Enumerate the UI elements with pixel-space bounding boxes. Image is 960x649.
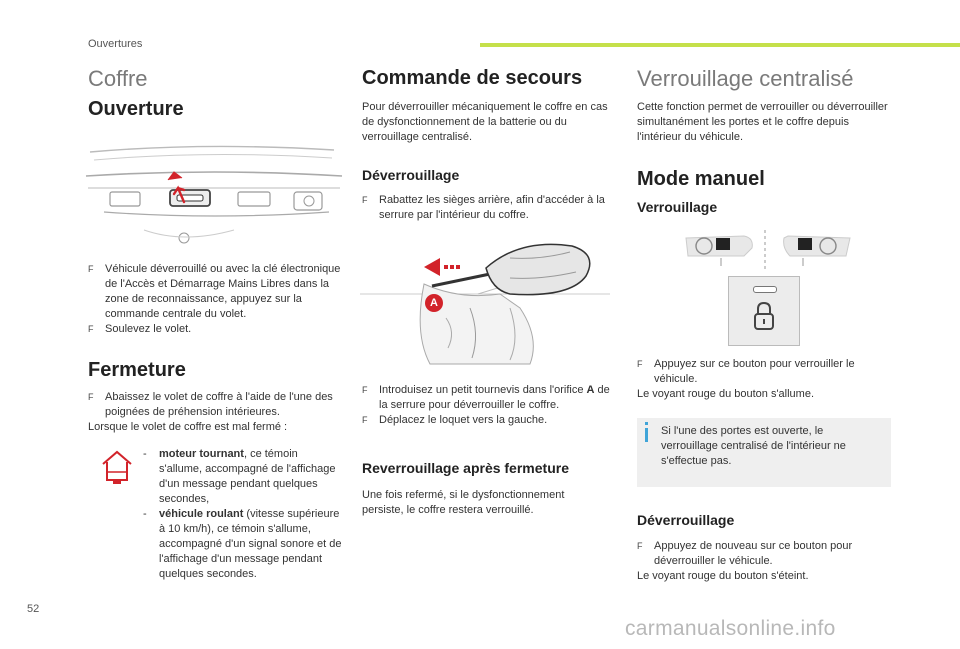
- central-lock-button: [728, 276, 800, 346]
- callout-a-badge: A: [425, 294, 443, 312]
- step-verrouiller: F Appuyez sur ce bouton pour verrouiller le véhicule.: [637, 357, 892, 387]
- step-deplacez: F Déplacez le loquet vers la gauche.: [362, 413, 620, 428]
- info-icon-dot: [645, 422, 648, 425]
- heading-deverrouillage: Déverrouillage: [637, 512, 735, 528]
- heading-fermeture: Fermeture: [88, 359, 186, 381]
- padlock-icon: [753, 301, 775, 331]
- secours-intro: Pour déverrouiller mécaniquement le coffre en cas de dysfonctionnement de la batterie ou du verrouillage centralisé.: [362, 101, 608, 143]
- deverrouillage-voyant-off: Le voyant rouge du bouton s'éteint.: [637, 570, 809, 582]
- verrouillage-intro: Cette fonction permet de verrouiller ou déverrouiller simultanément les portes et le coffre depuis l'intérieur du véhicule.: [637, 101, 888, 143]
- condition-moteur-tournant: - moteur tournant, ce témoin s'allume, accompagné de l'affichage d'un message pendant quelques secondes,: [143, 448, 336, 505]
- trunk-open-warning-icon: [99, 446, 135, 488]
- heading-verrouillage-centralise: Verrouillage centralisé: [637, 66, 854, 91]
- accent-bar: [480, 43, 960, 47]
- step-ouverture-1: F Véhicule déverrouillé ou avec la clé électronique de l'Accès et Démarrage Mains Libres dans la zone de reconnaissance, appuyez sur la commande centrale du volet.: [88, 262, 343, 322]
- tailgate-handle-illustration: [84, 140, 344, 252]
- info-note-box: [637, 418, 891, 487]
- dashboard-lock-button-location-diagram: [684, 228, 854, 272]
- reverrouillage-text: Une fois refermé, si le dysfonctionnement persiste, le coffre restera verrouillé.: [362, 489, 565, 516]
- verrouillage-voyant-on: Le voyant rouge du bouton s'allume.: [637, 388, 814, 400]
- step-rabattez: F Rabattez les sièges arrière, afin d'accéder à la serrure par l'intérieur du coffre.: [362, 193, 617, 223]
- step-deverrouiller: F Appuyez de nouveau sur ce bouton pour déverrouiller le véhicule.: [637, 539, 892, 569]
- lock-indicator-light: [753, 286, 777, 293]
- condition-vehicule-roulant: - véhicule roulant (vitesse supérieure à 10 km/h), ce témoin s'allume, accompagné d'un signal sonore et de l'affichage d'un message pendant quelques secondes.: [143, 508, 342, 580]
- emergency-lock-illustration: [360, 238, 618, 368]
- fermeture-note: Lorsque le volet de coffre est mal fermé :: [88, 421, 288, 433]
- info-icon-bar: [645, 428, 648, 442]
- step-ouverture-2: F Soulevez le volet.: [88, 322, 343, 337]
- page-number: 52: [27, 603, 40, 615]
- heading-ouverture: Ouverture: [88, 98, 184, 120]
- step-fermeture: F Abaissez le volet de coffre à l'aide de l'une des poignées de préhension intérieures.: [88, 390, 343, 420]
- step-introduisez: F Introduisez un petit tournevis dans l'orifice A de la serrure pour déverrouiller le coffre.: [362, 383, 620, 413]
- info-note-text: Si l'une des portes est ouverte, le verrouillage centralisé de l'intérieur ne s'effectue pas.: [661, 425, 846, 467]
- heading-verrouillage: Verrouillage: [637, 199, 718, 215]
- heading-deverrouillage-secours: Déverrouillage: [362, 167, 460, 183]
- section-label: Ouvertures: [88, 38, 143, 50]
- heading-reverrouillage: Reverrouillage après fermeture: [362, 460, 569, 476]
- watermark: carmanualsonline.info: [625, 617, 836, 640]
- page-title-coffre: Coffre: [88, 66, 148, 91]
- heading-mode-manuel: Mode manuel: [637, 168, 765, 190]
- heading-commande-de-secours: Commande de secours: [362, 67, 583, 89]
